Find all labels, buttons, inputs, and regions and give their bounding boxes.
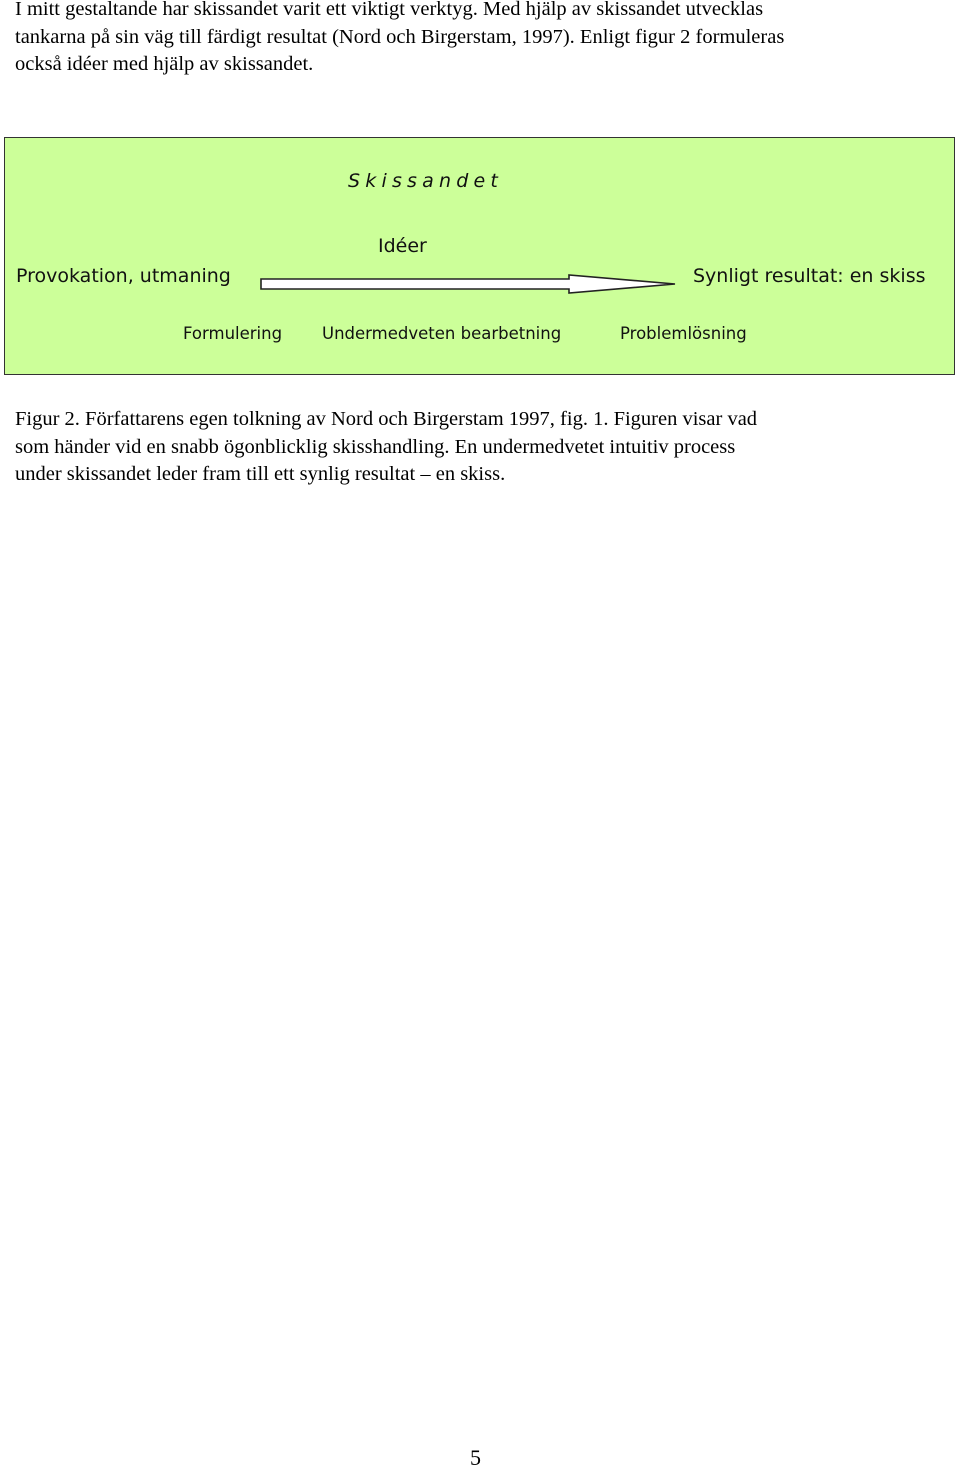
- formulation-label: Formulering: [183, 324, 283, 343]
- intro-line: också idéer med hjälp av skissandet.: [15, 53, 314, 75]
- caption-line: som händer vid en snabb ögonblicklig skisshandling. En undermedvetet intuitiv process: [15, 435, 736, 458]
- intro-line: tankarna på sin väg till färdigt resultat (Nord och Birgerstam, 1997). Enligt figur 2 formuleras: [15, 25, 785, 48]
- provocation-label: Provokation, utmaning: [16, 265, 231, 287]
- page-number: 5: [470, 1445, 481, 1470]
- caption-line: Figur 2. Författarens egen tolkning av Nord och Birgerstam 1997, fig. 1. Figuren visar vad: [15, 408, 758, 430]
- sketching-process-figure: [4, 137, 955, 375]
- visible-result-label: Synligt resultat: en skiss: [693, 265, 926, 287]
- figure-caption: [15, 406, 950, 489]
- ideas-label: Idéer: [378, 235, 427, 257]
- intro-line: I mitt gestaltande har skissandet varit ett viktigt verktyg. Med hjälp av skissandet utvecklas: [15, 0, 764, 20]
- process-arrow: [257, 274, 677, 294]
- intro-paragraph: [15, 0, 945, 79]
- figure-title: Skissandet: [348, 170, 504, 192]
- subconscious-processing-label: Undermedveten bearbetning: [322, 324, 562, 343]
- caption-line: under skissandet leder fram till ett synlig resultat – en skiss.: [15, 463, 506, 485]
- problem-solving-label: Problemlösning: [620, 324, 747, 343]
